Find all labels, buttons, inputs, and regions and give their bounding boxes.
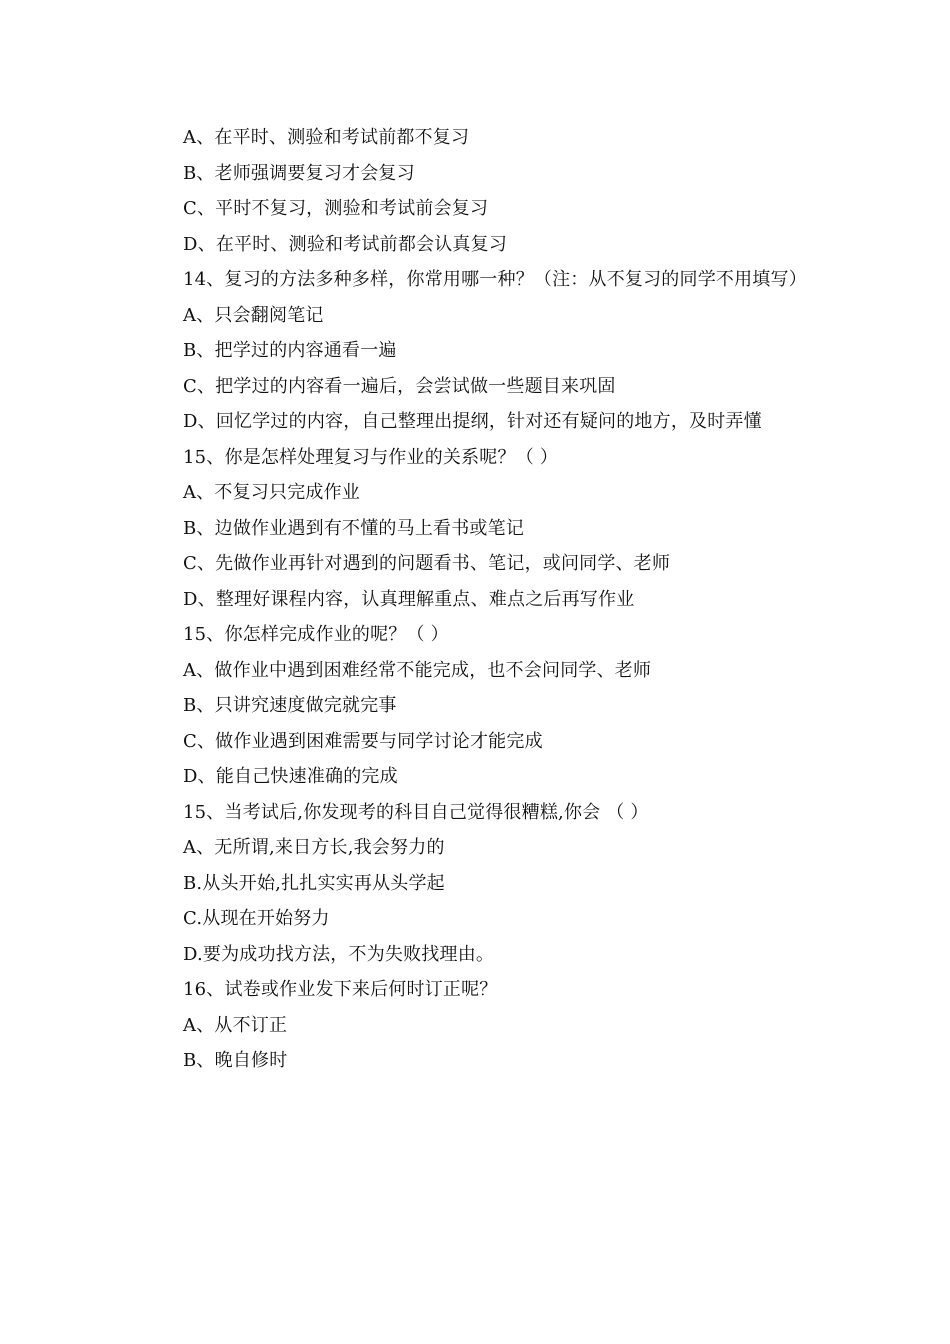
- option-line: D.要为成功找方法，不为失败找理由。: [183, 943, 495, 965]
- option-line: C、平时不复习，测验和考试前会复习: [183, 198, 489, 219]
- questionnaire-content: [183, 120, 883, 1079]
- option-line: B、边做作业遇到有不懂的马上看书或笔记: [183, 517, 525, 539]
- option-line: D、回忆学过的内容，自己整理出提纲，针对还有疑问的地方，及时弄懂: [183, 411, 762, 432]
- question-line: 16、试卷或作业发下来后何时订正呢？: [183, 979, 498, 1000]
- option-line: C、先做作业再针对遇到的问题看书、笔记，或问同学、老师: [183, 553, 671, 574]
- option-line: B、老师强调要复习才会复习: [183, 162, 415, 184]
- question-line: 15、当考试后,你发现考的科目自己觉得很糟糕,你会 （ ）: [183, 801, 649, 823]
- option-line: B、只讲究速度做完就完事: [183, 695, 397, 716]
- question-line: 15、你是怎样处理复习与作业的关系呢？（ ）: [183, 446, 559, 468]
- option-line: A、不复习只完成作业: [183, 482, 360, 503]
- question-line: 15、你怎样完成作业的呢？（ ）: [183, 624, 449, 645]
- option-line: A、无所谓,来日方长,我会努力的: [183, 837, 445, 858]
- option-line: B、把学过的内容通看一遍: [183, 340, 397, 361]
- option-line: C.从现在开始努力: [183, 908, 330, 929]
- option-line: A、只会翻阅笔记: [183, 304, 324, 326]
- option-line: A、做作业中遇到困难经常不能完成，也不会问同学、老师: [183, 659, 652, 681]
- option-line: B.从头开始,扎扎实实再从头学起: [183, 872, 445, 894]
- option-line: D、整理好课程内容，认真理解重点、难点之后再写作业: [183, 588, 635, 610]
- option-line: B、晚自修时: [183, 1050, 288, 1071]
- option-line: D、能自己快速准确的完成: [183, 766, 398, 787]
- option-line: C、把学过的内容看一遍后，会尝试做一些题目来巩固: [183, 375, 616, 397]
- option-line: D、在平时、测验和考试前都会认真复习: [183, 233, 508, 255]
- option-line: A、在平时、测验和考试前都不复习: [183, 127, 470, 148]
- option-line: C、做作业遇到困难需要与同学讨论才能完成: [183, 730, 543, 752]
- question-line: 14、复习的方法多种多样，你常用哪一种？（注：从不复习的同学不用填写）: [183, 269, 807, 290]
- option-line: A、从不订正: [183, 1014, 288, 1036]
